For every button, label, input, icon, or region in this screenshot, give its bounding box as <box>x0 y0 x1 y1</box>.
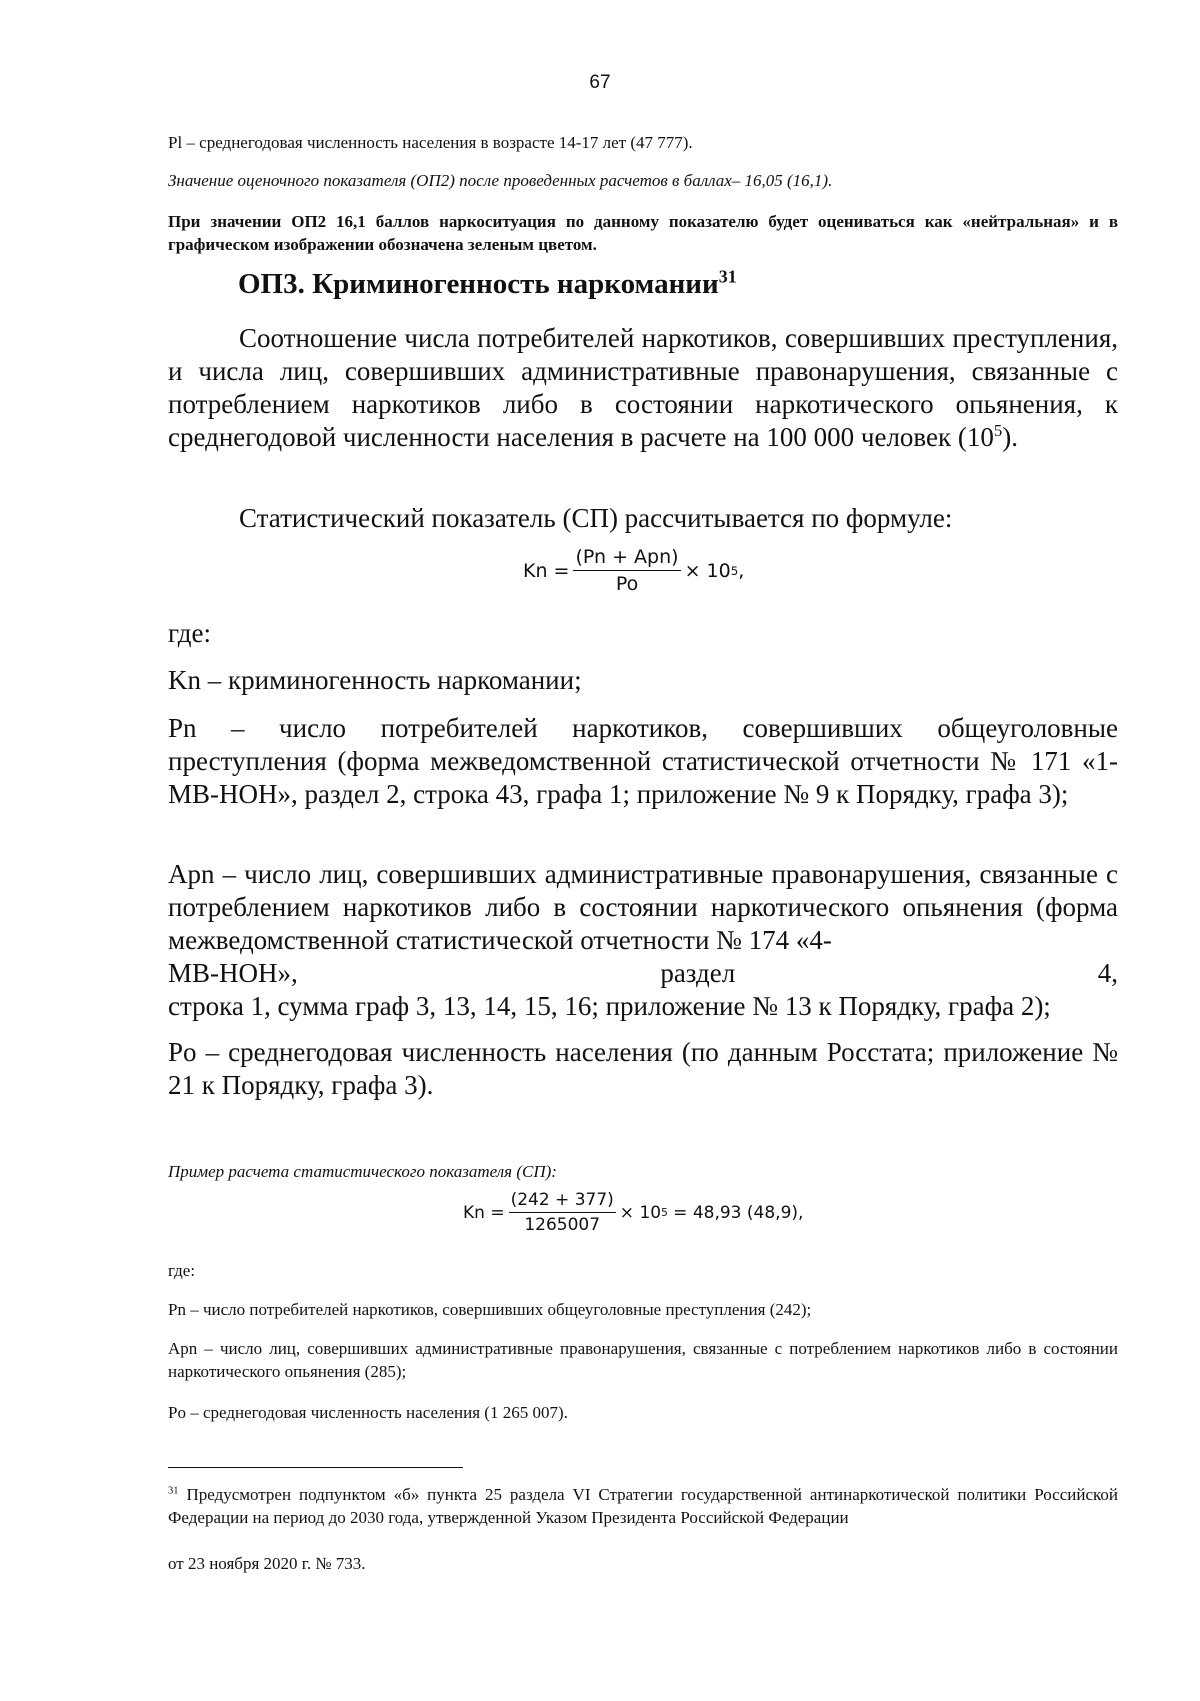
def-pn-first-line: Pn – число потребителей наркотиков, совершивших общеуголовные <box>168 713 1118 743</box>
example-def-po: Po – среднегодовая численность населения (1 265 007). <box>168 1403 568 1422</box>
op2-value: Значение оценочного показателя (ОП2) после проведенных расчетов в баллах– 16,05 (16,1). <box>168 171 833 190</box>
example-def-apn: Apn – число лиц, совершивших административные правонарушения, связанные с потреблением наркотиков либо в состоянии наркотического опьянения (285); <box>168 1339 1118 1381</box>
page-number: 67 <box>589 72 611 93</box>
footnote-line2: от 23 ноября 2020 г. № 733. <box>168 1554 366 1573</box>
pl-definition: Pl – среднегодовая численность населения в возрасте 14-17 лет (47 777). <box>168 133 693 152</box>
def-apn-first: Apn – число лиц, совершивших административные правонарушения, связанные с потреблением наркотиков либо в состоянии наркотического опьянения (форма межведомственной статистической отчетности № 174 «4- <box>168 859 1118 955</box>
def-apn-mid: МВ-НОН», раздел 4, <box>168 958 1118 988</box>
def-pn <box>168 712 1118 811</box>
formula-main-denominator: Po <box>615 573 639 595</box>
footnote <box>168 1483 1118 1529</box>
formula-main-tail: , <box>738 559 745 582</box>
stat-formula-intro: Статистический показатель (СП) рассчитывается по формуле: <box>239 503 953 533</box>
formula-main-lhs: Kn = <box>523 559 570 582</box>
formula-main-fraction <box>573 546 680 595</box>
heading-text: ОП3. Криминогенность наркомании <box>238 268 719 300</box>
formula-main: Kn = $\frac{\text{(Pn + Apn)}}{Po}$ × 10 5 , <box>523 546 745 595</box>
footnote-divider <box>168 1467 463 1468</box>
intro-text: Соотношение числа потребителей наркотиков, совершивших преступления, и числа лиц, совершивших административные правонарушения, связанные с потреблением наркотиков либо в состоянии наркотического опьянения, к среднегодовой численности населения в расчете на 100 000 человек (10 <box>168 323 1118 452</box>
intro-paragraph <box>168 322 1118 454</box>
def-pn-rest: преступления (форма межведомственной статистической отчетности № 171 «1-МВ-НОН», раздел 2, строка 43, графа 1; приложение № 9 к Порядку, графа 3); <box>168 746 1118 809</box>
formula-example: Kn = $\frac{(242 + 377)}{1265007}$ × 10 5 = 48,93 (48,9), <box>463 1190 804 1235</box>
section-heading <box>238 268 1188 301</box>
def-po: Po – среднегодовая численность населения (по данным Росстата; приложение № 21 к Порядку, графа 3). <box>168 1037 1118 1100</box>
op2-conclusion: При значении ОП2 16,1 баллов наркоситуация по данному показателю будет оцениваться как «нейтральная» и в графическом изображении обозначена зеленым цветом. <box>168 212 1118 254</box>
footnote-marker: 31 <box>168 1485 179 1497</box>
formula-main-numerator: (Pn + Apn) <box>573 546 680 571</box>
example-title: Пример расчета статистического показателя (СП): <box>168 1162 557 1181</box>
example-def-pn: Pn – число потребителей наркотиков, совершивших общеуголовные преступления (242); <box>168 1300 812 1319</box>
def-apn-last: строка 1, сумма граф 3, 13, 14, 15, 16; приложение № 13 к Порядку, графа 2); <box>168 991 1051 1021</box>
formula-example-tail: = 48,93 (48,9), <box>667 1202 804 1223</box>
formula-example-lhs: Kn = <box>463 1202 505 1223</box>
formula-example-fraction <box>509 1190 616 1235</box>
intro-sup: 5 <box>993 421 1003 440</box>
formula-main-rhs: × 10 <box>684 559 731 582</box>
formula-example-numerator: (242 + 377) <box>509 1190 616 1213</box>
footnote-text: Предусмотрен подпунктом «б» пункта 25 раздела VI Стратегии государственной антинаркотической политики Российской Федерации на период до 2030 года, утвержденной Указом Президента Российской Федерации <box>168 1485 1118 1527</box>
where-label: где: <box>168 618 211 648</box>
def-apn <box>168 858 1118 1023</box>
heading-footnote-ref: 31 <box>718 266 737 287</box>
formula-example-rhs: × 10 <box>619 1202 662 1223</box>
intro-tail: ). <box>1002 422 1018 452</box>
def-kn: Kn – криминогенность наркомании; <box>168 665 582 695</box>
formula-example-denominator: 1265007 <box>524 1215 601 1235</box>
where-label-small: где: <box>168 1261 196 1280</box>
